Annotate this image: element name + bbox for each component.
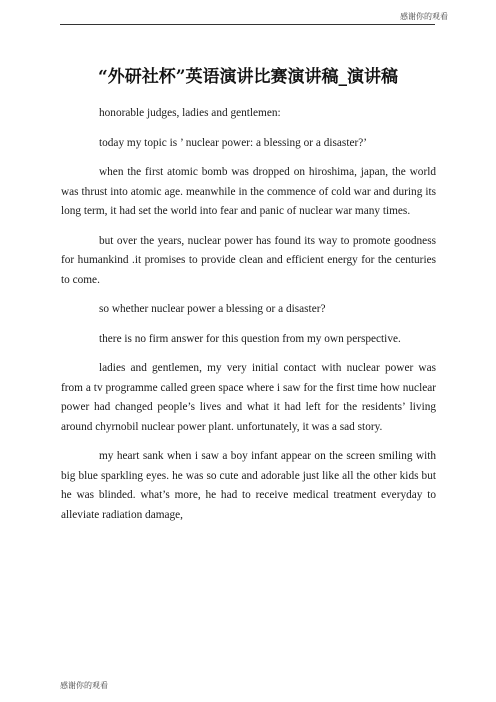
paragraph-question: so whether nuclear power a blessing or a disaster? (99, 303, 326, 315)
page-footer: 感谢你的观看 (60, 681, 108, 690)
document-title: “外研社杯”英语演讲比赛演讲稿_演讲稿 (97, 67, 399, 87)
page-header: 感谢你的观看 (400, 12, 448, 21)
paragraph-boy-infant: my heart sank when i saw a boy infant appear on the screen smiling with big blue sparkling eyes. he was so cute and adorable just like all the other kids but he was blinded. what’s more, he had to receive medical treatment everyday to alleviate radiation damage, (61, 450, 436, 521)
paragraph-clean-energy: but over the years, nuclear power has found its way to promote goodness for humankind .it promises to provide clean and efficient energy for the centuries to come. (61, 234, 436, 286)
header-divider (60, 24, 435, 25)
paragraph-atomic-age: when the first atomic bomb was dropped on hiroshima, japan, the world was thrust into atomic age. meanwhile in the commence of cold war and during its long term, it had set the world into fear and panic of nuclear war many times. (61, 166, 436, 217)
paragraph-no-answer: there is no firm answer for this question from my own perspective. (99, 332, 401, 345)
document-body (61, 104, 436, 535)
paragraph-green-space: ladies and gentlemen, my very initial contact with nuclear power was from a tv programme called green space where i saw for the first time how nuclear power had changed people’s lives and what it had left for the residents’ living around chyrnobil nuclear power plant. unfortunately, it was a sad story. (61, 362, 436, 433)
paragraph-topic: today my topic is ’ nuclear power: a blessing or a disaster?’ (99, 136, 368, 149)
paragraph-greeting: honorable judges, ladies and gentlemen: (99, 107, 281, 119)
